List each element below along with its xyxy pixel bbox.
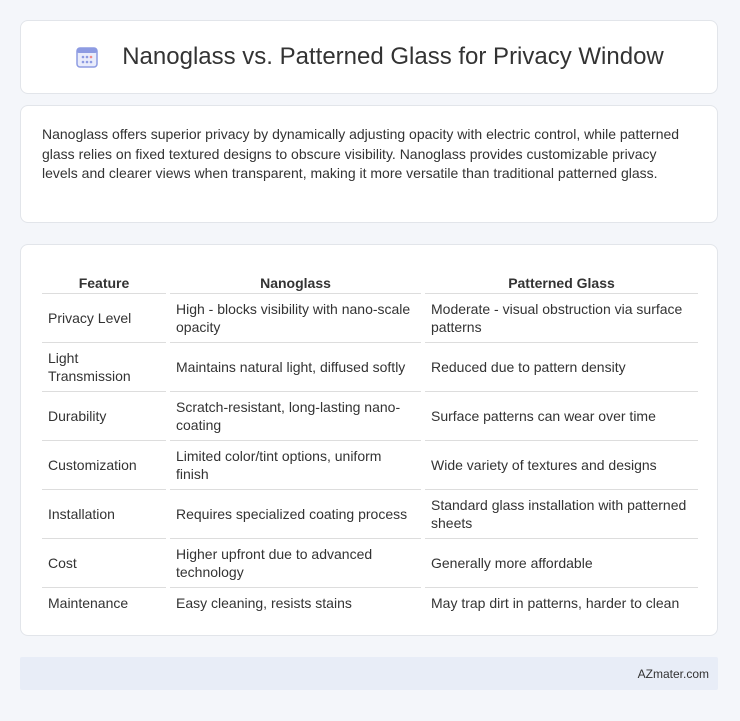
- page-title: Nanoglass vs. Patterned Glass for Privacy Window: [122, 43, 664, 70]
- table-row: [42, 490, 698, 539]
- table-header-row: [42, 265, 698, 294]
- feature-cell: Maintenance: [48, 595, 129, 611]
- feature-cell: Customization: [42, 441, 166, 490]
- patterned-glass-cell: Generally more affordable: [425, 539, 698, 588]
- footer-brand[interactable]: AZmater.com: [637, 666, 709, 681]
- nanoglass-cell: Easy cleaning, resists stains: [176, 595, 352, 611]
- nanoglass-cell: Higher upfront due to advanced technology: [170, 539, 421, 588]
- patterned-glass-cell: May trap dirt in patterns, harder to clean: [431, 595, 680, 611]
- header-nanoglass: Nanoglass: [170, 265, 421, 294]
- table-row: [42, 343, 698, 392]
- table-row: [42, 588, 698, 618]
- table-row: [42, 392, 698, 441]
- nanoglass-cell: Limited color/tint options, uniform finish: [170, 441, 421, 490]
- patterned-glass-cell: Standard glass installation with patterned sheets: [425, 490, 698, 539]
- summary-card: [20, 105, 718, 223]
- nanoglass-cell: Requires specialized coating process: [170, 490, 421, 539]
- nanoglass-cell: High - blocks visibility with nano-scale opacity: [170, 294, 421, 343]
- table-row: [42, 441, 698, 490]
- nanoglass-cell: Maintains natural light, diffused softly: [170, 343, 421, 392]
- patterned-glass-cell: Reduced due to pattern density: [425, 343, 698, 392]
- feature-cell: Privacy Level: [42, 294, 166, 343]
- feature-cell: Cost: [42, 539, 166, 588]
- title-card: [20, 20, 718, 94]
- feature-cell: Durability: [42, 392, 166, 441]
- header-feature: Feature: [42, 265, 166, 294]
- nanoglass-cell: Scratch-resistant, long-lasting nano-coating: [170, 392, 421, 441]
- table-row: [42, 294, 698, 343]
- footer: [20, 657, 718, 690]
- feature-cell: Installation: [42, 490, 166, 539]
- comparison-table-card: [20, 244, 718, 636]
- feature-cell: Light Transmission: [42, 343, 166, 392]
- table-row: [42, 539, 698, 588]
- summary-text: Nanoglass offers superior privacy by dynamically adjusting opacity with electric control, while patterned glass relies on fixed textured designs to obscure visibility. Nanoglass provides customizable privacy levels and clearer views when transparent, making it more versatile than traditional patterned glass.: [42, 126, 680, 181]
- calendar-icon: [74, 44, 100, 70]
- patterned-glass-cell: Surface patterns can wear over time: [425, 392, 698, 441]
- patterned-glass-cell: Wide variety of textures and designs: [425, 441, 698, 490]
- header-patterned-glass: Patterned Glass: [425, 265, 698, 294]
- patterned-glass-cell: Moderate - visual obstruction via surface patterns: [425, 294, 698, 343]
- comparison-table: [38, 265, 702, 618]
